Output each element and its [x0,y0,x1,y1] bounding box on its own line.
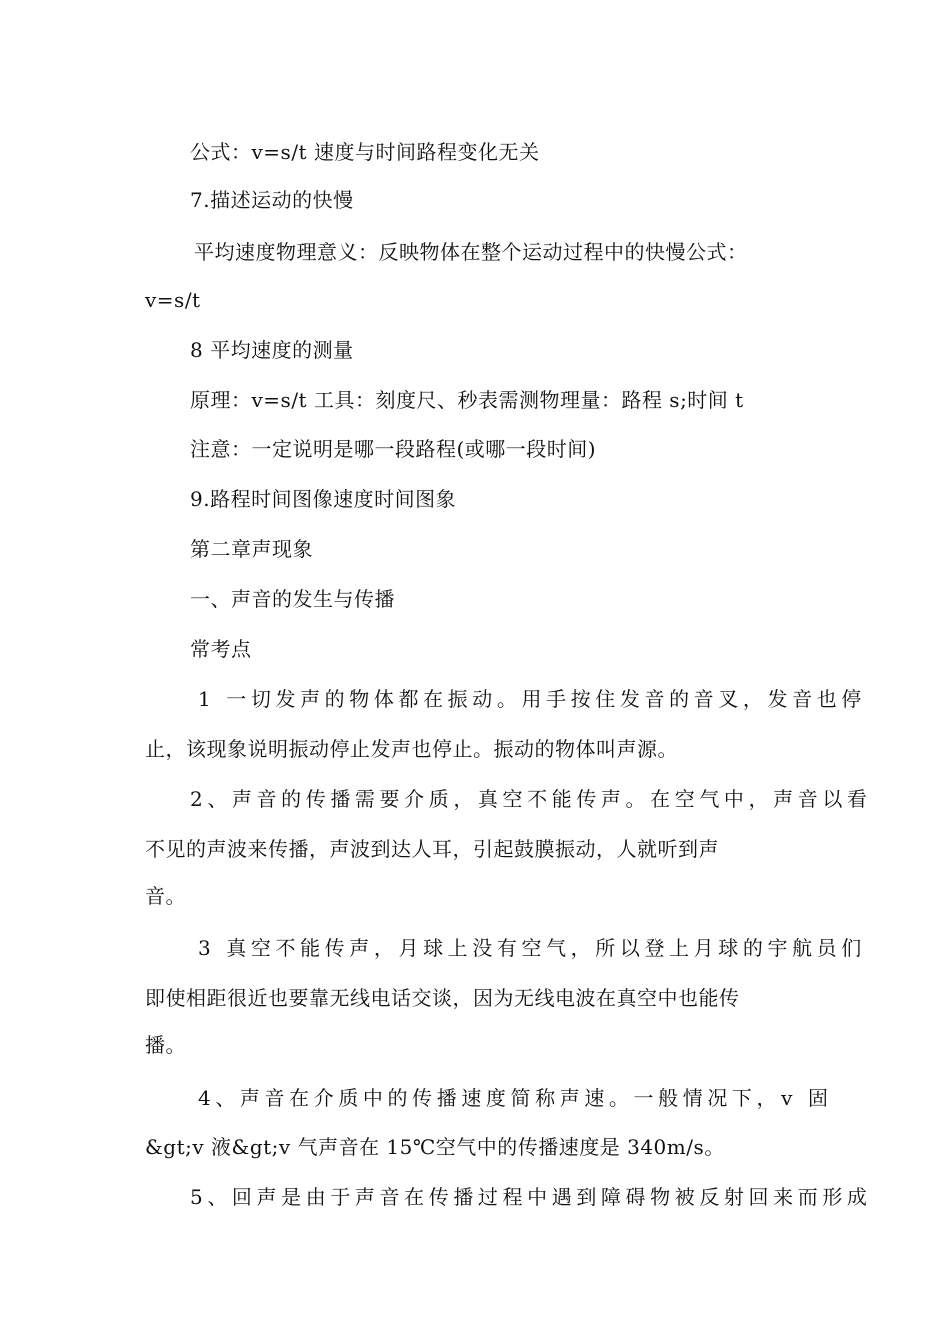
section-heading-7: 7.描述运动的快慢 [190,188,354,212]
average-speed-formula: v=s/t [145,288,201,312]
measurement-principle: 原理：v=s/t 工具：刻度尺、秒表需测物理量：路程 s;时间 t [190,388,744,412]
average-speed-meaning: 平均速度物理意义：反映物体在整个运动过程中的快慢公式： [194,240,748,264]
chapter-heading: 第二章声现象 [190,537,313,561]
paragraph-2-line-1: 2、声音的传播需要介质，真空不能传声。在空气中，声音以看 [190,787,872,811]
paragraph-3-line-3: 播。 [145,1033,186,1057]
paragraph-4-line-2: &gt;v 液&gt;v 气声音在 15℃空气中的传播速度是 340m/s。 [145,1135,725,1159]
paragraph-4-line-1: 4、声音在介质中的传播速度简称声速。一般情况下，v 固 [198,1086,833,1110]
section-heading-9: 9.路程时间图像速度时间图象 [190,487,457,511]
section-heading-8: 8 平均速度的测量 [190,338,354,362]
formula-line: 公式：v=s/t 速度与时间路程变化无关 [190,140,540,164]
paragraph-2-line-3: 音。 [145,884,186,908]
paragraph-3-line-2: 即使相距很近也要靠无线电话交谈，因为无线电波在真空中也能传 [145,986,740,1010]
key-points-label: 常考点 [190,637,252,661]
measurement-note: 注意：一定说明是哪一段路程(或哪一段时间) [190,437,597,461]
paragraph-3-line-1: 3 真空不能传声，月球上没有空气，所以登上月球的宇航员们 [198,936,866,960]
paragraph-1-line-1: 1 一切发声的物体都在振动。用手按住发音的音叉，发音也停 [198,687,866,711]
subsection-heading: 一、声音的发生与传播 [190,587,395,611]
paragraph-1-line-2: 止，该现象说明振动停止发声也停止。振动的物体叫声源。 [145,737,678,761]
paragraph-2-line-2: 不见的声波来传播，声波到达人耳，引起鼓膜振动，人就听到声 [145,837,719,861]
paragraph-5-line-1: 5、回声是由于声音在传播过程中遇到障碍物被反射回来而形成 [190,1185,872,1209]
